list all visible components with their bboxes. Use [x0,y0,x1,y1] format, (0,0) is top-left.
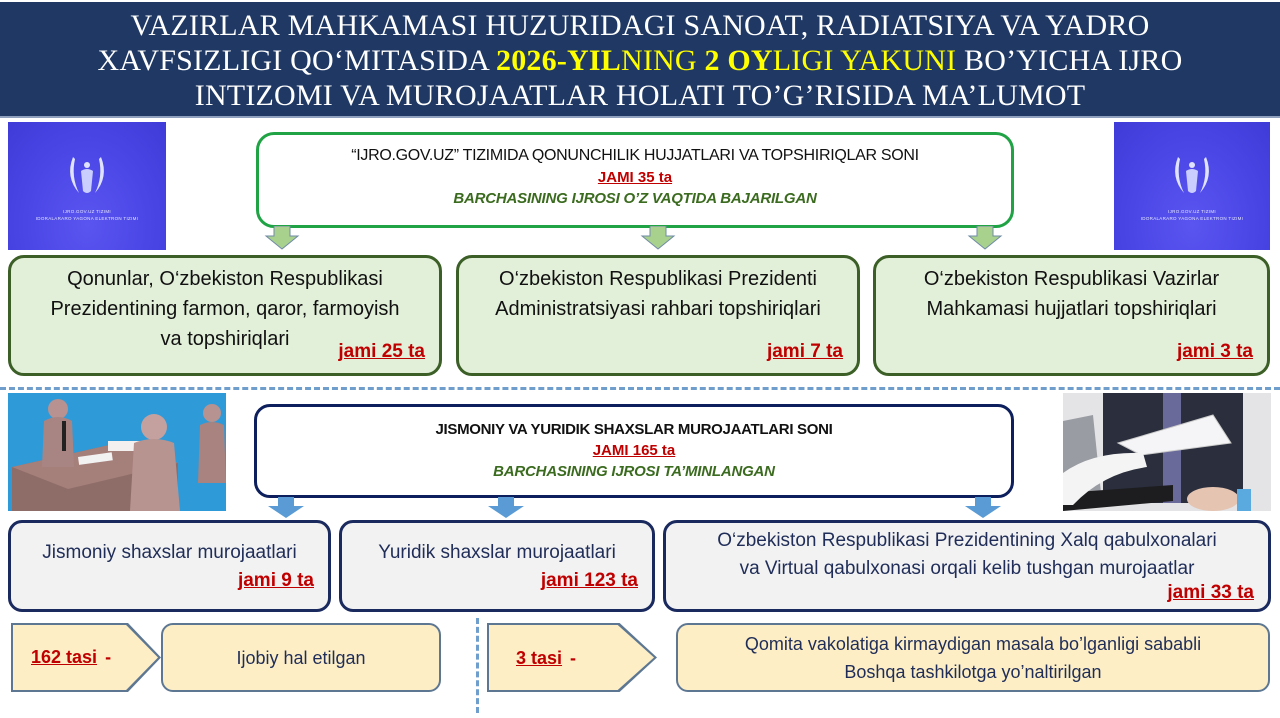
meeting-illustration-icon [8,393,226,511]
ijro-summary-status: BARCHASINING IJROSI O’Z VAQTIDA BAJARILGAN [453,190,817,207]
murojaat-summary-total: JAMI 165 ta [592,442,676,459]
header-line-1: VAZIRLAR MAHKAMASI HUZURIDAGI SANOAT, RADIATSIYA VA YADRO [130,9,1150,42]
ijro-logo-right [1114,122,1270,250]
logo-subcaption: IDORALARARO YAGONA ELEKTRON TIZIMI [1140,216,1244,221]
document-handover-photo [1063,393,1271,511]
ijro-summary-total: JAMI 35 ta [597,169,673,186]
document-handover-illustration-icon [1063,393,1271,511]
arrow-down-icon [967,226,1003,250]
category-total: jami 9 ta [237,570,314,591]
category-text-line: Yuridik shaxslar murojaatlari [378,542,616,563]
results-divider [476,618,479,713]
header-line-2 [0,43,1280,78]
category-text-line: va Virtual qabulxonasi orqali kelib tushgan murojaatlar [739,558,1195,579]
ijro-logo-left [8,122,166,250]
result-count-positive: 162 tasi - [31,647,112,667]
category-text-line: O‘zbekiston Respublikasi Prezidenti [499,268,817,290]
category-text-line: O‘zbekiston Respublikasi Vazirlar [923,268,1220,290]
category-total: jami 7 ta [766,341,843,362]
state-emblem-icon [1166,151,1218,203]
category-text-line: Qonunlar, O‘zbekiston Respublikasi [67,268,383,290]
result-box-redirected [676,623,1270,692]
category-text-line: O‘zbekiston Respublikasi Prezidentining Xalq qabulxonalari [717,530,1217,551]
logo-caption: IJRO.GOV.UZ TIZIMI [63,209,111,214]
result-text-line: Ijobiy hal etilgan [236,647,366,668]
result-count-redirected: 3 tasi - [516,648,577,668]
murojaat-summary-title: JISMONIY VA YURIDIK SHAXSLAR MUROJAATLARI SONI [435,421,833,438]
ijro-summary-box [256,132,1014,228]
result-box-positive [161,623,441,692]
state-emblem-icon [61,151,113,203]
section-divider [0,387,1280,390]
meeting-photo [8,393,226,511]
category-text-line: Jismoniy shaxslar murojaatlari [42,542,297,563]
murojaat-summary-box [254,404,1014,498]
arrow-down-icon [640,226,676,250]
result-text-line: Boshqa tashkilotga yo’naltirilgan [844,661,1102,682]
logo-subcaption: IDORALARARO YAGONA ELEKTRON TIZIMI [35,216,139,221]
category-total: jami 33 ta [1167,582,1254,603]
murojaat-category-individuals [8,520,331,612]
murojaat-category-legal-entities [339,520,655,612]
murojaat-summary-status: BARCHASINING IJROSI TA’MINLANGAN [493,463,775,480]
page-header [0,2,1280,118]
arrow-down-icon [963,497,1003,519]
ijro-summary-title: “IJRO.GOV.UZ” TIZIMIDA QONUNCHILIK HUJJATLARI VA TOPSHIRIQLAR SONI [351,147,919,164]
category-text-line: Prezidentining farmon, qaror, farmoyish [50,298,400,320]
murojaat-category-reception [663,520,1271,612]
category-total: jami 25 ta [338,341,425,362]
category-text-line: Administratsiyasi rahbari topshiriqlari [495,298,821,320]
category-text-line: va topshiriqlari [160,328,290,350]
result-text-line: Qomita vakolatiga kirmaydigan masala bo’lganligi sababli [744,633,1202,654]
header-highlight-period: 2026-YILNING 2 OYLIGI YAKUNI [496,44,957,77]
ijro-category-administration [456,255,860,376]
header-line-3: INTIZOMI VA MUROJAATLAR HOLATI TO’G’RISIDA MA’LUMOT [194,79,1086,112]
logo-caption: IJRO.GOV.UZ TIZIMI [1168,209,1216,214]
header-line-2-prefix: XAVFSIZLIGI QO‘MITASIDA [97,44,497,77]
ijro-category-laws [8,255,442,376]
arrow-down-icon [486,497,526,519]
arrow-down-icon [266,497,306,519]
category-text-line: Mahkamasi hujjatlari topshiriqlari [926,298,1217,320]
ijro-category-cabinet [873,255,1270,376]
header-line-2-suffix: BO’YICHA IJRO [956,44,1183,77]
category-total: jami 3 ta [1176,341,1253,362]
category-total: jami 123 ta [540,570,638,591]
arrow-down-icon [264,226,300,250]
